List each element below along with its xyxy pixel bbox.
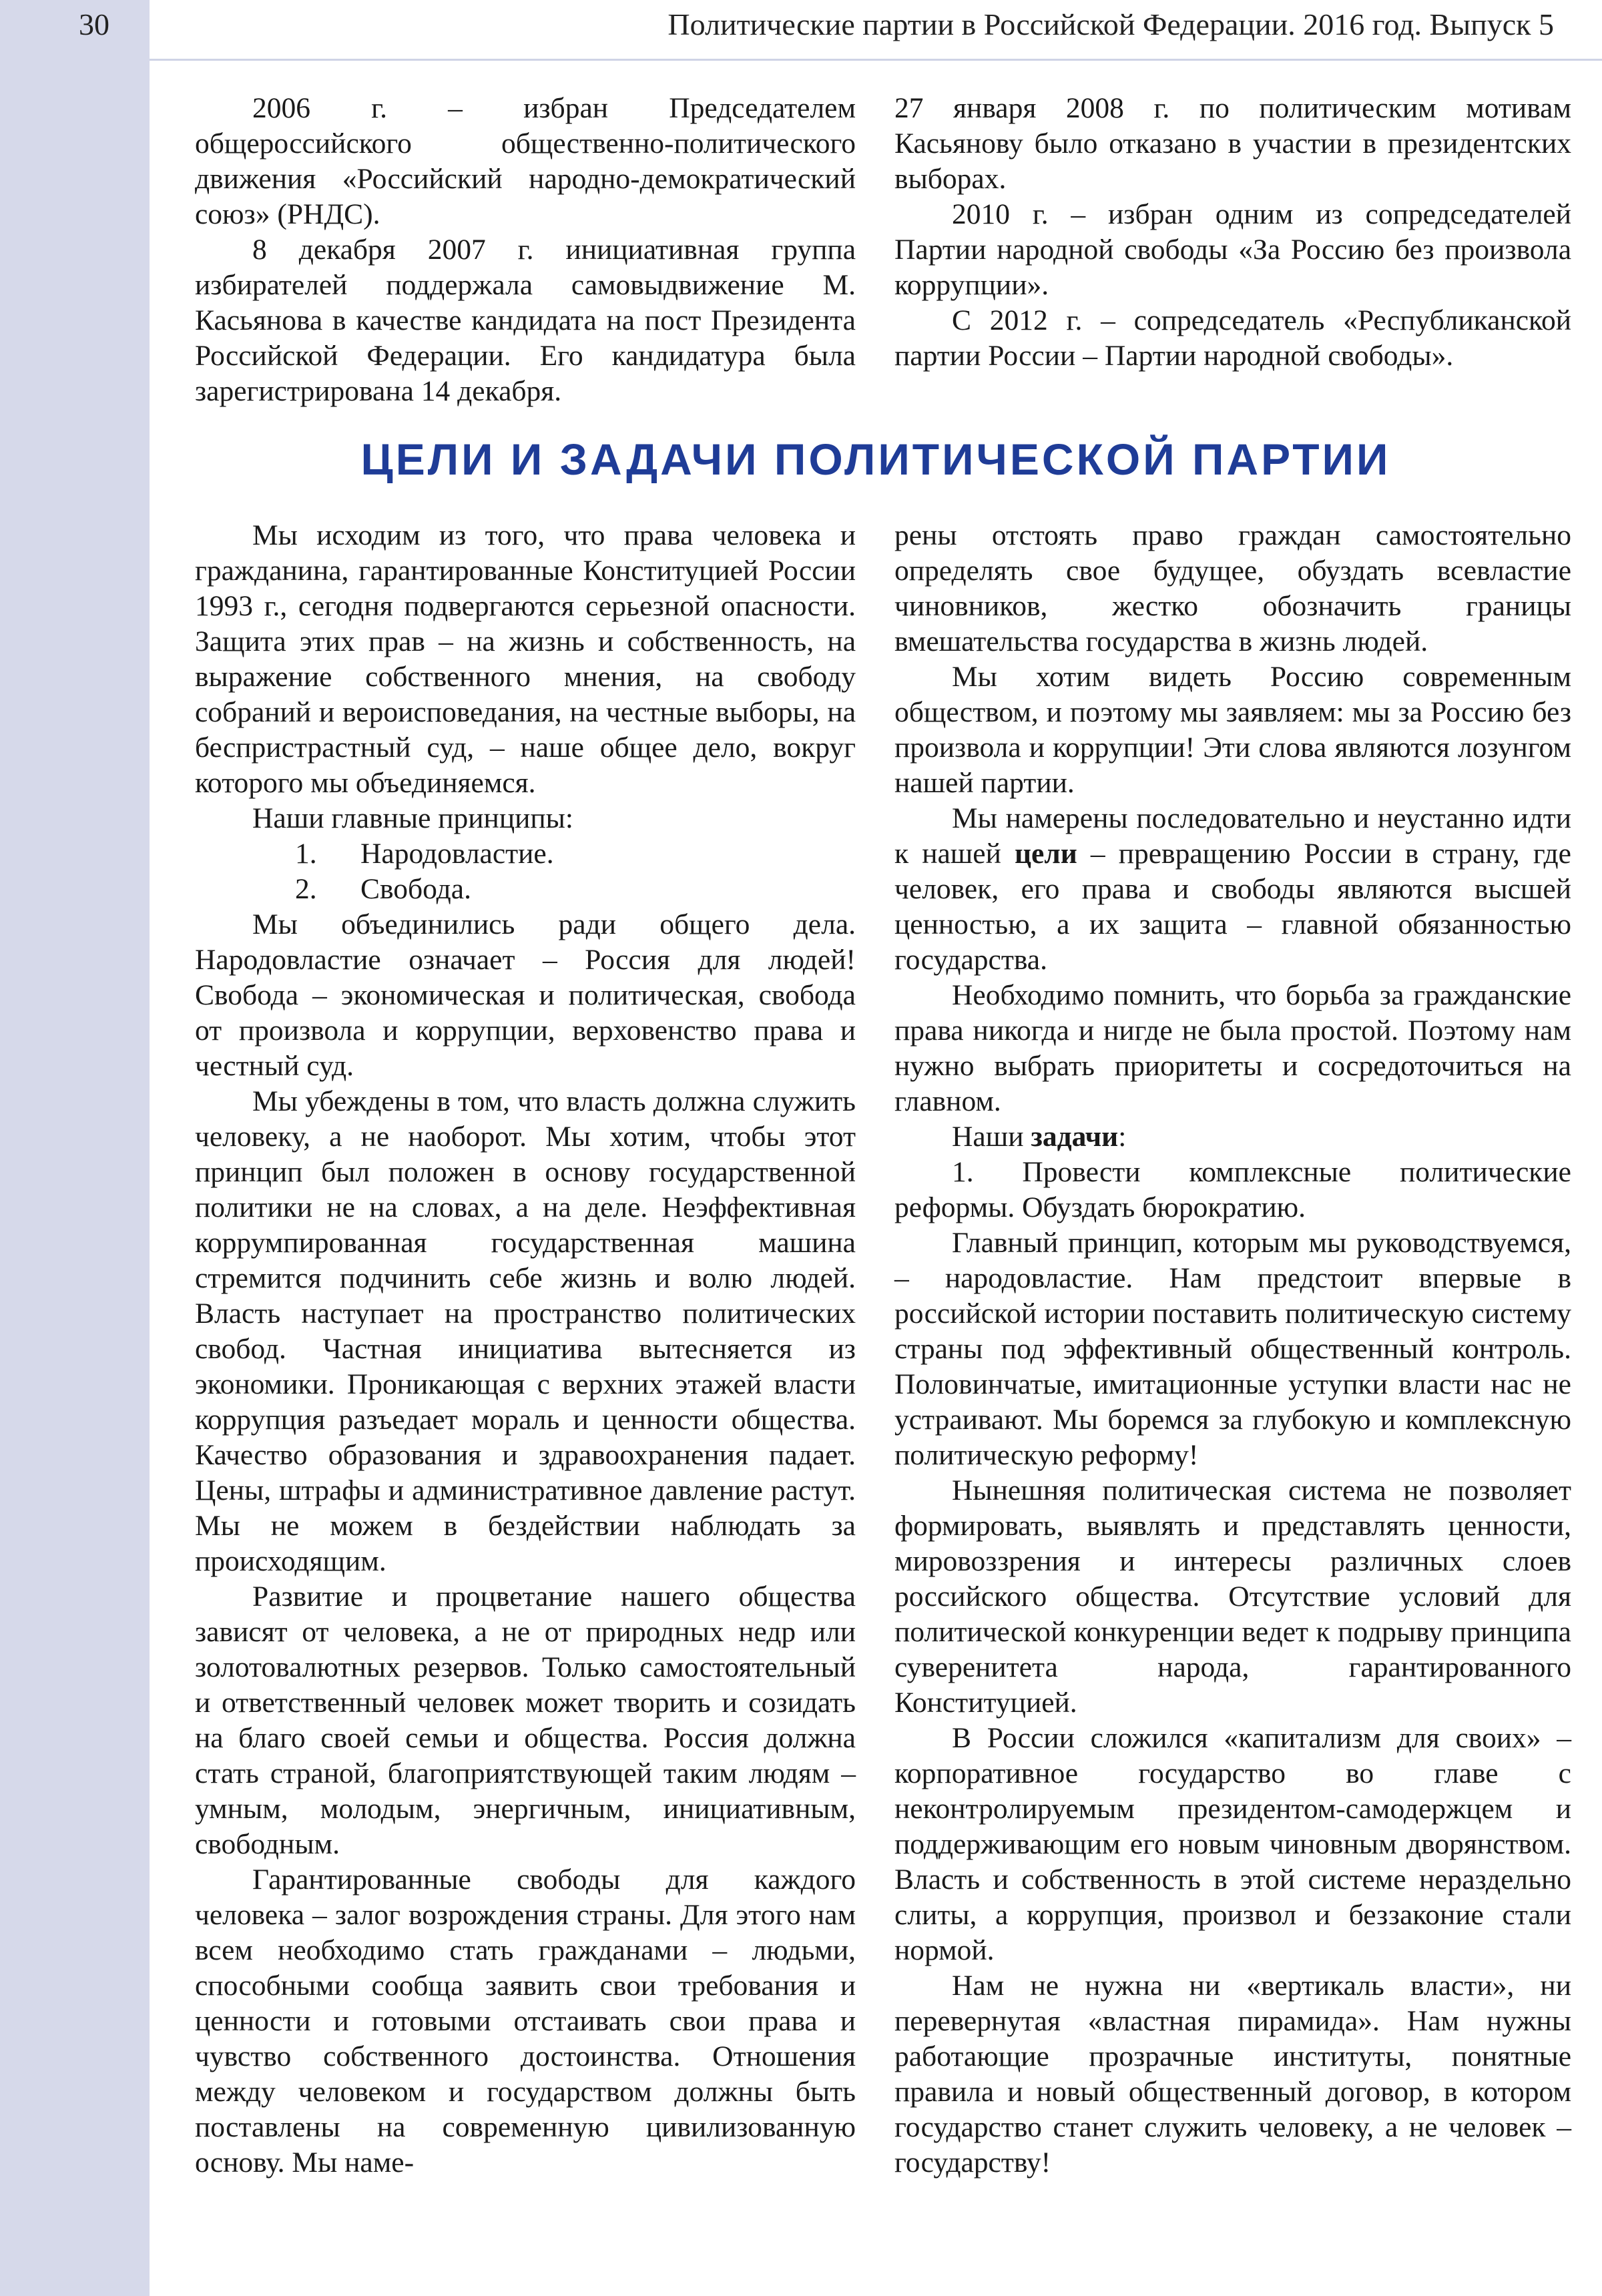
paragraph: рены отстоять право граждан самостоятельно определять свое будущее, обуздать всевластие чиновников, жестко обозначить границы вмешательства государства в жизнь людей.: [894, 519, 1571, 657]
bold-term: цели: [1014, 838, 1077, 870]
header-rule: [150, 59, 1602, 61]
paragraph: Мы убеждены в том, что власть должна служить человеку, а не наоборот. Мы хотим, чтобы этот принцип был положен в основу государственной политики не на словах, а на деле. Неэффективная коррумпированная государственная машина стремится подчинить себе жизнь и волю людей. Власть наступает на пространство политических свобод. Частная инициатива вытесняется из экономики. Проникающая с верхних этажей власти коррупция разъедает мораль и ценности общества. Качество образования и здравоохранения падает. Цены, штрафы и административное давление растут. Мы не можем в бездействии наблюдать за происходящим.: [195, 1085, 856, 1577]
paragraph: 2006 г. – избран Председателем общероссийского общественно-политического движения «Российский народно-демократический союз» (РНДС).: [195, 92, 856, 230]
paragraph: Мы исходим из того, что права человека и гражданина, гарантированные Конституцией России 1993 г., сегодня подвергаются серьезной опасности. Защита этих прав – на жизнь и собственность, на выражение собственного мнения, на свободу собраний и вероисповедания, на честные выборы, на беспристрастный суд, – наше общее дело, вокруг которого мы объединяемся.: [195, 519, 856, 799]
paragraph: Необходимо помнить, что борьба за гражданские права никогда и нигде не была простой. Поэтому нам нужно выбрать приоритеты и сосредоточиться на главном.: [894, 979, 1571, 1117]
paragraph: 27 января 2008 г. по политическим мотивам Касьянову было отказано в участии в президентских выборах.: [894, 92, 1571, 195]
text-column-left: [195, 518, 856, 2181]
principles-intro: Наши главные принципы:: [252, 802, 573, 834]
text-column-right: [894, 518, 1571, 2181]
text-run: :: [1118, 1121, 1127, 1153]
paragraph: Нам не нужна ни «вертикаль власти», ни перевернутая «властная пирамида». Нам нужны работающие прозрачные институты, понятные правила и новый общественный договор, в котором государство станет служить человеку, а не человек – государству!: [894, 1970, 1571, 2179]
text-run: – превращению России в страну, где человек, его права и свободы являются высшей ценностью, а их защита – главной обязанностью государства.: [894, 838, 1571, 976]
list-number: 2.: [295, 873, 317, 905]
text-run: Наши: [952, 1121, 1031, 1153]
text-run: Мы намерены последовательно и неустанно идти к нашей: [894, 802, 1571, 870]
task-item: 1. Провести комплексные политические реформы. Обуздать бюрократию.: [894, 1156, 1571, 1223]
running-title: Политические партии в Российской Федерации. 2016 год. Выпуск 5: [668, 7, 1554, 41]
paragraph: Нынешняя политическая система не позволяет формировать, выявлять и представлять ценности, мировоззрения и интересы различных слоев российского общества. Отсутствие условий для политической конкуренции ведет к подрыву принципа суверенитета народа, гарантированного Конституцией.: [894, 1474, 1571, 1719]
bio-column-left: [195, 91, 856, 409]
paragraph: [894, 801, 1571, 978]
tasks-intro: [894, 1119, 1571, 1155]
list-text: Народовластие.: [360, 838, 554, 870]
paragraph: С 2012 г. – сопредседатель «Республиканской партии России – Партии народной свободы».: [894, 304, 1571, 372]
list-text: Свобода.: [360, 873, 471, 905]
list-item: [195, 872, 856, 907]
page-margin-band: [0, 0, 150, 2296]
paragraph: Мы объединились ради общего дела. Народовластие означает – Россия для людей! Свобода – экономическая и политическая, свобода от произвола и коррупции, верховенство права и честный суд.: [195, 908, 856, 1082]
bold-term: задачи: [1031, 1121, 1119, 1153]
list-number: 1.: [295, 838, 317, 870]
section-heading: ЦЕЛИ И ЗАДАЧИ ПОЛИТИЧЕСКОЙ ПАРТИИ: [360, 435, 1391, 484]
paragraph: Развитие и процветание нашего общества зависят от человека, а не от природных недр или золотовалютных резервов. Только самостоятельный и ответственный человек может творить и созидать на благо своей семьи и общества. Россия должна стать страной, благоприятствующей таким людям – умным, молодым, энергичным, инициативным, свободным.: [195, 1581, 856, 1860]
paragraph: Мы хотим видеть Россию современным обществом, и поэтому мы заявляем: мы за Россию без произвола и коррупции! Эти слова являются лозунгом нашей партии.: [894, 661, 1571, 799]
paragraph: Гарантированные свободы для каждого человека – залог возрождения страны. Для этого нам всем необходимо стать гражданами – людьми, способными сообща заявить свои требования и ценности и готовыми отстаивать свои права и чувство собственного достоинства. Отношения между человеком и государством должны быть поставлены на современную цивилизованную основу. Мы наме-: [195, 1863, 856, 2179]
paragraph: В России сложился «капитализм для своих» – корпоративное государство во главе с неконтролируемым президентом-самодержцем и поддерживающим его новым чиновным дворянством. Власть и собственность в этой системе нераздельно слиты, а коррупция, произвол и беззаконие стали нормой.: [894, 1722, 1571, 1966]
paragraph: 8 декабря 2007 г. инициативная группа избирателей поддержала самовыдвижение М. Касьянова в качестве кандидата на пост Президента Российской Федерации. Его кандидатура была зарегистрирована 14 декабря.: [195, 234, 856, 407]
bio-column-right: [894, 91, 1571, 374]
page-number: 30: [79, 7, 109, 41]
list-item: [195, 836, 856, 872]
paragraph: Главный принцип, которым мы руководствуемся, – народовластие. Нам предстоит впервые в российской истории поставить политическую систему страны под эффективный общественный контроль. Половинчатые, имитационные уступки власти нас не устраивают. Мы боремся за глубокую и комплексную политическую реформу!: [894, 1227, 1571, 1471]
paragraph: 2010 г. – избран одним из сопредседателей Партии народной свободы «За Россию без произвола коррупции».: [894, 198, 1571, 301]
